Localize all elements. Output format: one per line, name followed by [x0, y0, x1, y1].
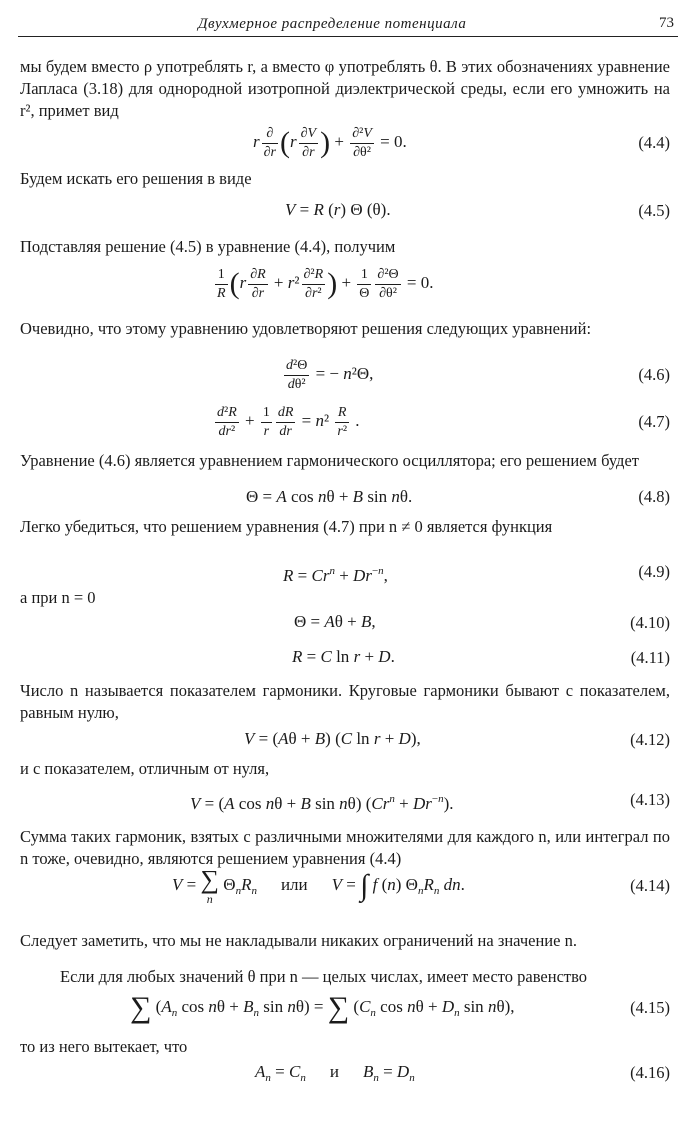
equation-4-12: V = (Aθ + B) (C ln r + D), [244, 729, 421, 748]
equation-4-4: r $\frac{\partial}{\partial r}$ (r $\frac{\partial V}{\partial r}$ ) + $\frac{\text{∂²V}}{\text{∂θ²}}$ = 0. [253, 125, 407, 160]
equation-unnumbered-1: $\frac{1}{R}$ (r $\frac{\partial R}{\partial r}$ + r² $\frac{\text{∂²R}}{\text{∂r²}}$ ) + $\frac{1}{\Theta}$ $\frac{\text{∂²Θ}}{\text{∂θ²}}$ = 0. [217, 266, 434, 301]
equation-number-4-13: (4.13) [630, 790, 670, 809]
paragraph-8: Число n называется показателем гармоники. Круговые гармоники бывают с показателем, равным нулю, [20, 681, 670, 722]
equation-number-4-5: (4.5) [638, 201, 670, 220]
paragraph-1: мы будем вместо ρ употреблять r, а вместо φ употреблять θ. В этих обозначениях уравнение Лапласа (3.18) для однородной изотропной диэлектрической среды, если его умножить на r², примет вид [20, 57, 670, 120]
paragraph-7: а при n = 0 [20, 588, 96, 607]
equation-number-4-11: (4.11) [630, 648, 670, 667]
equation-number-4-14: (4.14) [630, 876, 670, 895]
paragraph-13: то из него вытекает, что [20, 1037, 188, 1056]
equation-4-10: Θ = Aθ + B, [294, 612, 376, 631]
equation-number-4-8: (4.8) [638, 487, 670, 506]
equation-4-5: V = R (r) Θ (θ). [285, 200, 391, 219]
header-title: Двухмерное распределение потенциала [198, 16, 467, 32]
equation-number-4-6: (4.6) [638, 365, 670, 384]
paragraph-12: Если для любых значений θ при n — целых числах, имеет место равенство [60, 967, 588, 986]
equation-4-16: $A_n = C_n$ и $B_n = D_n$ [255, 1062, 415, 1084]
paragraph-4: Очевидно, что этому уравнению удовлетворяют решения следующих уравнений: [20, 319, 592, 338]
equation-4-11: R = C ln r + D. [292, 647, 395, 666]
paragraph-11: Следует заметить, что мы не накладывали никаких ограничений на значение n. [20, 931, 577, 950]
running-header [18, 14, 678, 37]
paragraph-3: Подставляя решение (4.5) в уравнение (4.4), получим [20, 237, 396, 256]
paragraph-2: Будем искать его решения в виде [20, 169, 252, 188]
equation-number-4-9: (4.9) [638, 562, 670, 581]
equation-4-14: V = ∑ n $\Theta_nR_n$ или V = ∫ f (n) $\Theta_nR_n$ dn. [172, 865, 465, 907]
equation-number-4-7: (4.7) [638, 412, 670, 431]
equation-4-9: $R = Cr^n + Dr^{-n}$, [283, 565, 388, 585]
equation-4-15: ∑ ($A_n$ $\cos n\theta + B_n$ sin nθ) = ∑ ($C_n$ $\cos n\theta + D_n$ sin nθ), [130, 991, 515, 1025]
equation-4-6: $\frac{\text{d²Θ}}{\text{dθ²}}$ = − n²Θ, [286, 357, 374, 392]
paragraph-10: Сумма таких гармоник, взятых с различными множителями для каждого n, или интеграл по n тоже, очевидно, являются решением уравнения (4.4) [20, 827, 670, 868]
equation-4-7: $\frac{\text{d²R}}{\text{dr²}}$ + $\frac{1}{r}$ $\frac{dR}{dr}$ = n² $\frac{R}{\text{r²}}$ . [217, 404, 360, 439]
paragraph-5: Уравнение (4.6) является уравнением гармонического осциллятора; его решением будет [20, 451, 639, 470]
paragraph-9: и с показателем, отличным от нуля, [20, 759, 270, 778]
equation-4-8: Θ = A cos nθ + B sin nθ. [246, 487, 413, 506]
equation-number-4-12: (4.12) [630, 730, 670, 749]
equation-number-4-15: (4.15) [630, 998, 670, 1017]
paragraph-6: Легко убедиться, что решением уравнения (4.7) при n ≠ 0 является функция [20, 517, 553, 536]
equation-number-4-4: (4.4) [638, 133, 670, 152]
page-number: 73 [659, 15, 674, 31]
equation-number-4-16: (4.16) [630, 1063, 670, 1082]
equation-number-4-10: (4.10) [630, 613, 670, 632]
equation-4-13: V = (A cos nθ + B sin nθ) $(Cr^n + Dr^{-n})$. [190, 793, 454, 813]
